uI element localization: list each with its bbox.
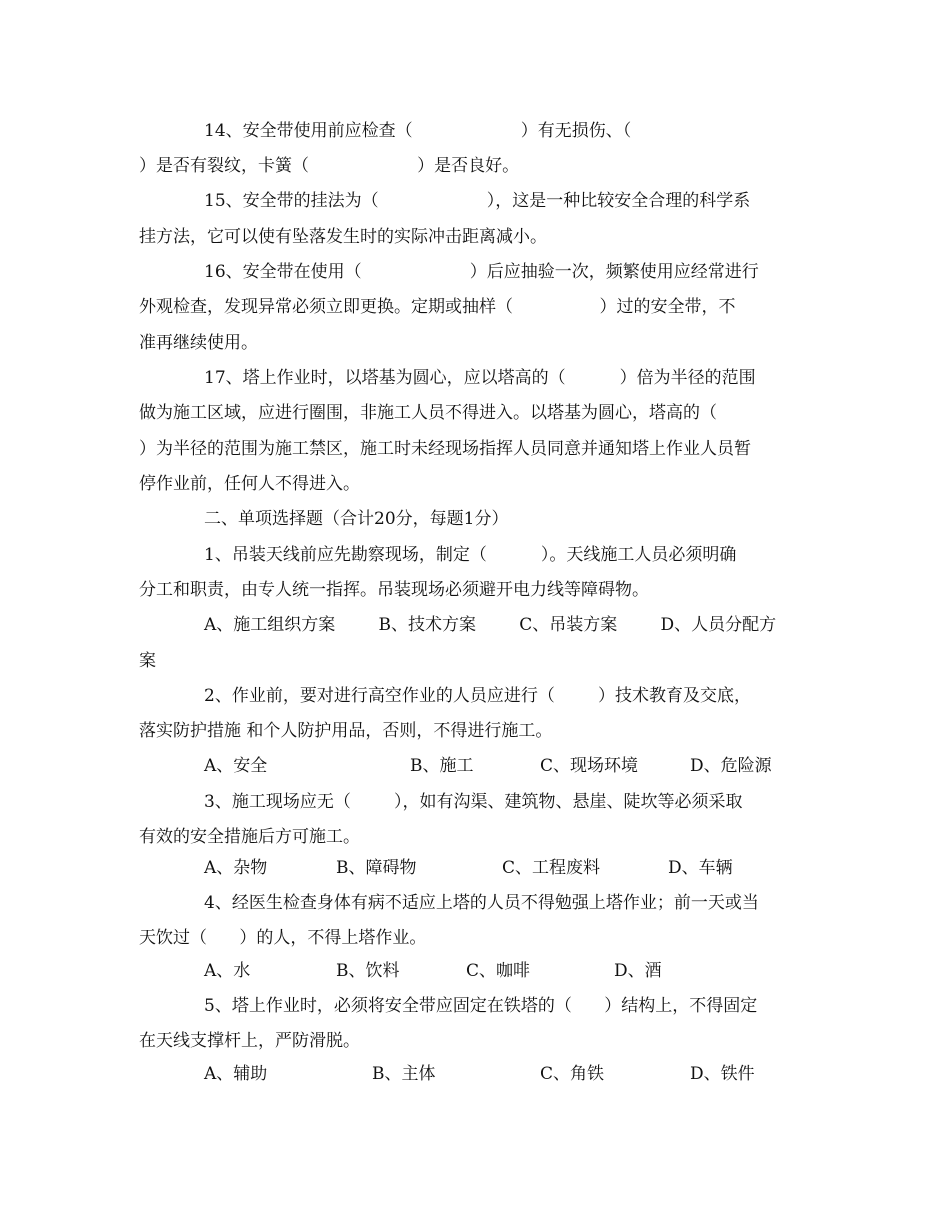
choice-3-option-c: C、工程废料 — [502, 858, 601, 878]
choice-2-option-c: C、现场环境 — [540, 756, 639, 776]
choice-3-option-d: D、车辆 — [668, 858, 733, 878]
section-heading: 二、单项选择题（合计20分，每题1分） — [204, 509, 509, 529]
choice-3-option-a: A、杂物 — [204, 858, 268, 878]
choice-3-line-1: 3、施工现场应无（ ），如有沟渠、建筑物、悬崖、陡坎等必须采取 — [204, 792, 743, 812]
choice-2-line-2: 落实防护措施 和个人防护用品，否则，不得进行施工。 — [139, 721, 553, 741]
choice-5-option-c: C、角铁 — [540, 1064, 605, 1084]
choice-2-option-d: D、危险源 — [690, 756, 772, 776]
question-14-line-2: ）是否有裂纹，卡簧（ ）是否良好。 — [139, 156, 520, 176]
choice-4-line-1: 4、经医生检查身体有病不适应上塔的人员不得勉强上塔作业；前一天或当 — [204, 893, 759, 913]
choice-4-line-2: 天饮过（ ）的人，不得上塔作业。 — [139, 928, 427, 948]
question-15-line-2: 挂方法，它可以使有坠落发生时的实际冲击距离减小。 — [139, 227, 547, 247]
question-17-line-3: ）为半径的范围为施工禁区，施工时未经现场指挥人员同意并通知塔上作业人员暂 — [139, 439, 751, 459]
choice-2-line-1: 2、作业前，要对进行高空作业的人员应进行（ ）技术教育及交底， — [204, 686, 752, 706]
choice-2-option-a: A、安全 — [204, 756, 268, 776]
question-16-line-1: 16、安全带在使用（ ）后应抽验一次，频繁使用应经常进行 — [204, 262, 759, 282]
choice-4-option-a: A、水 — [204, 961, 251, 981]
choice-1-line-2: 分工和职责，由专人统一指挥。吊装现场必须避开电力线等障碍物。 — [139, 580, 649, 600]
choice-5-line-1: 5、塔上作业时，必须将安全带应固定在铁塔的（ ）结构上，不得固定 — [204, 996, 758, 1016]
question-16-line-2: 外观检查，发现异常必须立即更换。定期或抽样（ ）过的安全带，不 — [139, 297, 736, 317]
choice-5-option-d: D、铁件 — [690, 1064, 755, 1084]
choice-1-options-wrap: 案 — [139, 651, 156, 671]
question-14-line-1: 14、安全带使用前应检查（ ）有无损伤、（ — [204, 121, 632, 141]
choice-4-option-c: C、咖啡 — [466, 961, 531, 981]
question-15-line-1: 15、安全带的挂法为（ ），这是一种比较安全合理的科学系 — [204, 191, 751, 211]
question-17-line-2: 做为施工区域，应进行圈围，非施工人员不得进入。以塔基为圆心，塔高的（ — [139, 403, 717, 423]
choice-1-options: A、施工组织方案 B、技术方案 C、吊装方案 D、人员分配方 — [204, 615, 777, 635]
question-17-line-1: 17、塔上作业时，以塔基为圆心，应以塔高的（ ）倍为半径的范围 — [204, 368, 756, 388]
choice-5-option-b: B、主体 — [372, 1064, 436, 1084]
choice-3-option-b: B、障碍物 — [336, 858, 417, 878]
choice-4-option-b: B、饮料 — [336, 961, 400, 981]
choice-1-line-1: 1、吊装天线前应先勘察现场，制定（ ）。天线施工人员必须明确 — [204, 545, 737, 565]
choice-3-line-2: 有效的安全措施后方可施工。 — [139, 827, 360, 847]
choice-4-option-d: D、酒 — [614, 961, 662, 981]
choice-2-option-b: B、施工 — [410, 756, 474, 776]
question-16-line-3: 准再继续使用。 — [139, 333, 258, 353]
choice-5-option-a: A、辅助 — [204, 1064, 268, 1084]
question-17-line-4: 停作业前，任何人不得进入。 — [139, 474, 360, 494]
choice-5-line-2: 在天线支撑杆上，严防滑脱。 — [139, 1031, 360, 1051]
